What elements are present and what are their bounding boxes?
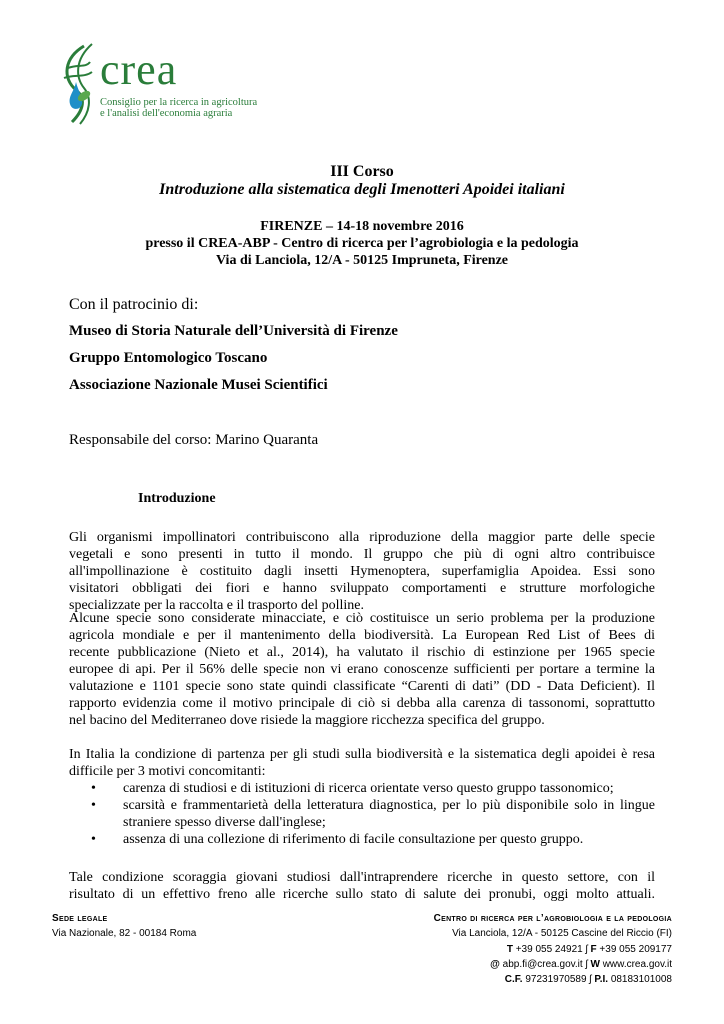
footer-contacts-web (490, 959, 672, 970)
event-date: FIRENZE – 14-18 novembre 2016 (260, 219, 464, 234)
fax-number: +39 055 209177 (599, 944, 672, 955)
page-footer (0, 909, 724, 1024)
separator: ʃ (589, 974, 592, 985)
paragraph-line: rapporto evidenzia come il motivo principale di ciò si debba alla carenza di tassonomi, soprattutto (69, 696, 655, 711)
paragraph-line: Gli organismi impollinatori contribuiscono alla riproduzione della maggior parte delle specie (69, 530, 655, 545)
email-link[interactable]: abp.fi@crea.gov.it (502, 959, 583, 970)
footer-fiscal-codes (505, 974, 672, 985)
paragraph (69, 610, 655, 729)
bullet-icon: • (91, 832, 96, 847)
list-item-text: straniere spesso diverse dall'inglese; (123, 815, 326, 830)
paragraph-line: all'impollinazione è costituito dagli insetti Hymenoptera, superfamiglia Apoidea. Essi sono (69, 564, 655, 579)
paragraph-line: risultato di un effettivo freno alle ricerche sullo stato di salute dei pronubi, oggi molto attuali. (69, 887, 655, 902)
paragraph-line: vegetali e sono presenti in tutto il mondo. Il gruppo che più di ogni altro contribuisce (69, 547, 655, 562)
patronage-intro: Con il patrocinio di: (69, 296, 199, 313)
patron-name: Museo di Storia Naturale dell’Università di Firenze (69, 323, 398, 339)
event-venue: presso il CREA-ABP - Centro di ricerca per l’agrobiologia e la pedologia (145, 236, 579, 251)
patron-name: Associazione Nazionale Musei Scientifici (69, 377, 328, 393)
paragraph (69, 529, 655, 614)
list-item (69, 831, 655, 848)
logo-tagline: e l'analisi dell'economia agraria (100, 108, 233, 119)
logo-tagline: Consiglio per la ricerca in agricoltura (100, 97, 258, 108)
footer-legal-seat-title: Sede legale (52, 913, 108, 924)
course-subtitle: Introduzione alla sistematica degli Imenotteri Apoidei italiani (159, 181, 565, 198)
list-item-text: carenza di studiosi e di istituzioni di ricerca orientate verso questo gruppo tassonomico; (123, 781, 614, 796)
paragraph-line: europee di api. Per il 56% delle specie non vi erano conoscenze sufficienti per portare a termine la (69, 662, 655, 677)
patron-name: Gruppo Entomologico Toscano (69, 350, 268, 366)
list-item-text: scarsità e frammentarietà della letteratura diagnostica, per lo più disponibile solo in lingue (123, 798, 655, 813)
web-label: W (590, 959, 600, 970)
email-label: @ (490, 959, 500, 970)
bullet-list (69, 780, 655, 848)
web-link[interactable]: www.crea.gov.it (602, 959, 672, 970)
paragraph-line: specializzate per la raccolta e il trasporto del polline. (69, 598, 365, 613)
section-heading: Introduzione (138, 491, 216, 506)
footer-center-title: Centro di ricerca per l’agrobiologia e la pedologia (433, 913, 672, 924)
course-responsible: Responsabile del corso: Marino Quaranta (69, 432, 319, 448)
paragraph-line: agricola mondiale e per il mantenimento della biodiversità. La European Red List of Bees di (69, 628, 655, 643)
course-title: III Corso (330, 163, 394, 180)
bullet-icon: • (91, 781, 96, 796)
paragraph-line: nel bacino del Mediterraneo dove risiede la maggiore ricchezza specifica del gruppo. (69, 713, 545, 728)
list-item (69, 780, 655, 797)
list-item-text: assenza di una collezione di riferimento di facile consultazione per questo gruppo. (123, 832, 584, 847)
footer-center-address: Via Lanciola, 12/A - 50125 Cascine del Riccio (FI) (452, 928, 672, 939)
paragraph-line: Tale condizione scoraggia giovani studiosi dall'intraprendere ricerche in questo settore, con il (69, 870, 655, 885)
paragraph-line: valutazione e 1101 specie sono state quindi classificate “Carenti di dati” (DD - Data Deficient). Il (69, 679, 655, 694)
paragraph-line: recente pubblicazione (Nieto et al., 2014), ha valutato il rischio di estinzione per 1965 specie (69, 645, 655, 660)
bullet-icon: • (91, 798, 96, 813)
footer-legal-seat-address: Via Nazionale, 82 - 00184 Roma (52, 928, 197, 939)
paragraph (69, 869, 655, 903)
separator: ʃ (585, 944, 588, 955)
phone-label: T (506, 944, 513, 955)
paragraph-line: Alcune specie sono considerate minacciate, e ciò costituisce un serio problema per la produzione (69, 611, 655, 626)
paragraph (69, 746, 655, 780)
pi-label: P.I. (594, 974, 609, 985)
pi-value: 08183101008 (610, 974, 672, 985)
separator: ʃ (585, 959, 588, 970)
footer-contacts-phone (507, 944, 672, 955)
logo-wordmark: crea (100, 45, 178, 94)
cf-label: C.F. (504, 974, 523, 985)
cf-value: 97231970589 (525, 974, 587, 985)
list-item (69, 797, 655, 831)
phone-number: +39 055 24921 (515, 944, 583, 955)
fax-label: F (590, 944, 597, 955)
paragraph-line: visitatori obbligati dei fiori e hanno sviluppato comportamenti e strutture morfologiche (69, 581, 655, 596)
paragraph-line: difficile per 3 motivi concomitanti: (69, 764, 266, 779)
paragraph-line: In Italia la condizione di partenza per gli studi sulla biodiversità e la sistematica degli apoidei è resa (69, 747, 655, 762)
event-address: Via di Lanciola, 12/A - 50125 Impruneta, Firenze (215, 253, 509, 268)
